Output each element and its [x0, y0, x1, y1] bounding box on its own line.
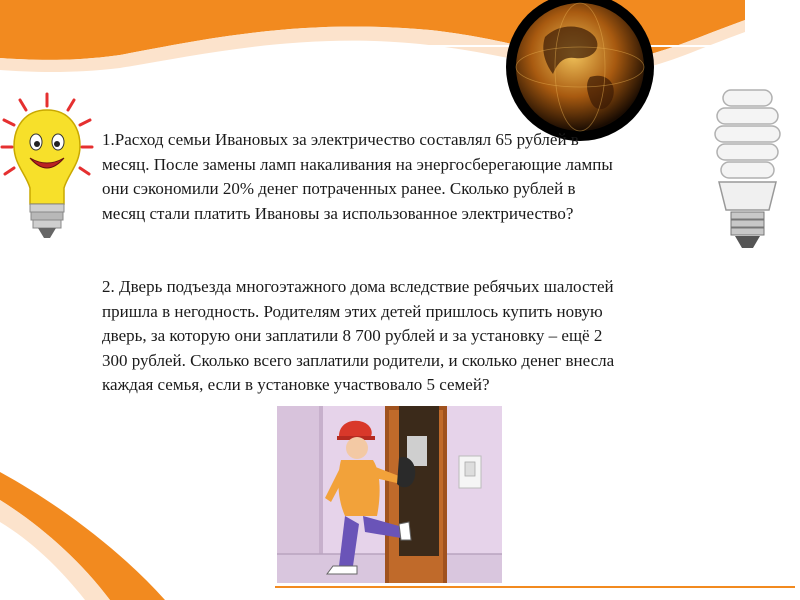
problem-2-line: 300 рублей. Сколько всего заплатили родители, и сколько денег внесла [102, 350, 615, 370]
problem-1-line: месяц. После замены ламп накаливания на энергосберегающие лампы [102, 154, 613, 174]
problem-2-text [102, 275, 712, 398]
problem-1-line: месяц стали платить Ивановы за использованное электричество? [102, 203, 574, 223]
globe-icon [505, 0, 655, 142]
problem-2-line: 2. Дверь подъезда многоэтажного дома вследствие ребячьих шалостей [102, 277, 614, 296]
problem-2-line: дверь, за которую они заплатили 8 700 рублей и за установку – ещё 2 [102, 326, 603, 345]
problem-1-line: они сэкономили 20% денег потраченных ранее. Сколько рублей в [102, 179, 576, 198]
bottom-accent-line [275, 586, 795, 588]
smiling-light-bulb-icon [0, 92, 95, 252]
problem-1-text [102, 128, 692, 226]
problem-2-line: каждая семья, если в установке участвовало 5 семей? [102, 375, 490, 394]
boy-kicking-door-illustration [277, 406, 502, 583]
problem-2-line: пришла в негодность. Родителям этих детей пришлось купить новую [102, 301, 603, 321]
problem-1-line: 1.Расход семьи Ивановых за электричество составлял 65 рублей в [102, 130, 579, 149]
energy-saving-lamp-icon [695, 72, 800, 262]
